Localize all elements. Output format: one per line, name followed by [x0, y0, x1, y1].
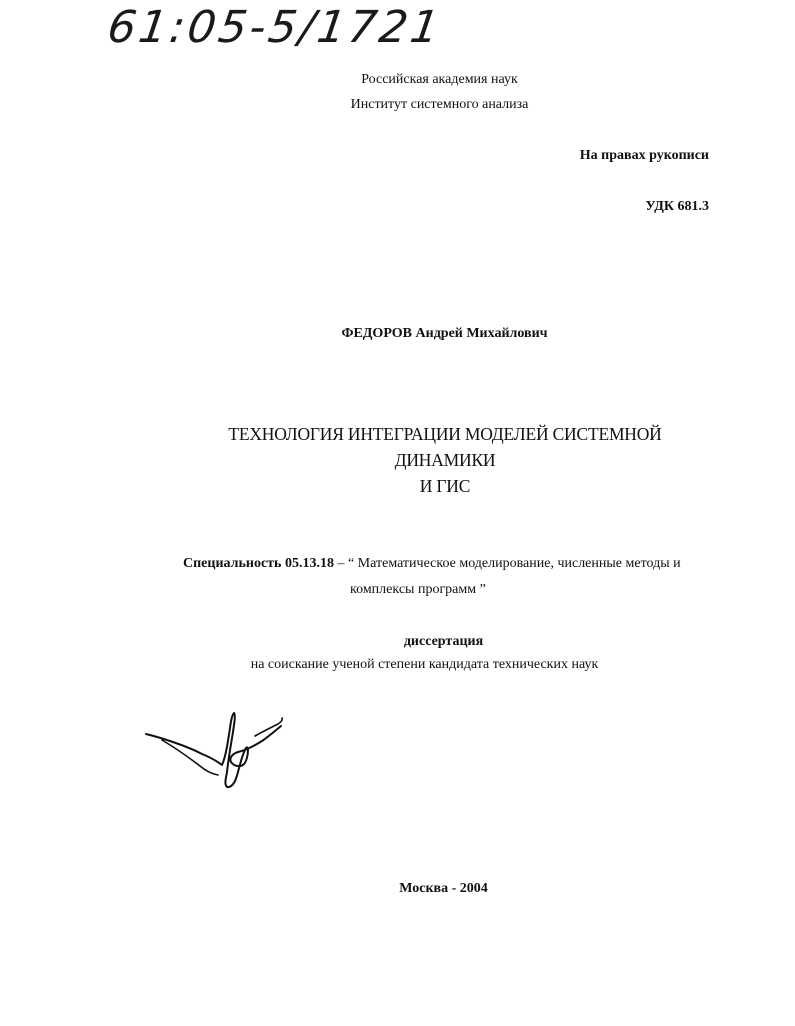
work-type: диссертация — [403, 634, 484, 649]
specialty-line-2: комплексы программ ” — [350, 582, 486, 597]
organization-line-1: Российская академия наук — [361, 72, 518, 87]
rights-notice: На правах рукописи — [579, 148, 709, 163]
city-year: Москва - 2004 — [399, 881, 488, 896]
title-line-1: ТЕХНОЛОГИЯ ИНТЕГРАЦИИ МОДЕЛЕЙ СИСТЕМНОЙ ДИНАМИКИ — [228, 424, 662, 470]
dissertation-title — [180, 421, 710, 499]
specialty-line-1 — [183, 556, 681, 572]
specialty-text: – “ Математическое моделирование, численные методы и — [333, 556, 681, 571]
udc-code: УДК 681.3 — [645, 199, 709, 214]
organization-line-2: Институт системного анализа — [350, 97, 529, 112]
title-line-2: И ГИС — [419, 476, 471, 496]
author-name: ФЕДОРОВ Андрей Михайлович — [341, 326, 548, 341]
archive-number-handwritten: 61:05-5/1721 — [104, 2, 446, 53]
specialty-label: Специальность 05.13.18 — [183, 556, 334, 571]
signature — [142, 706, 292, 801]
degree-line: на соискание ученой степени кандидата технических наук — [250, 657, 599, 672]
